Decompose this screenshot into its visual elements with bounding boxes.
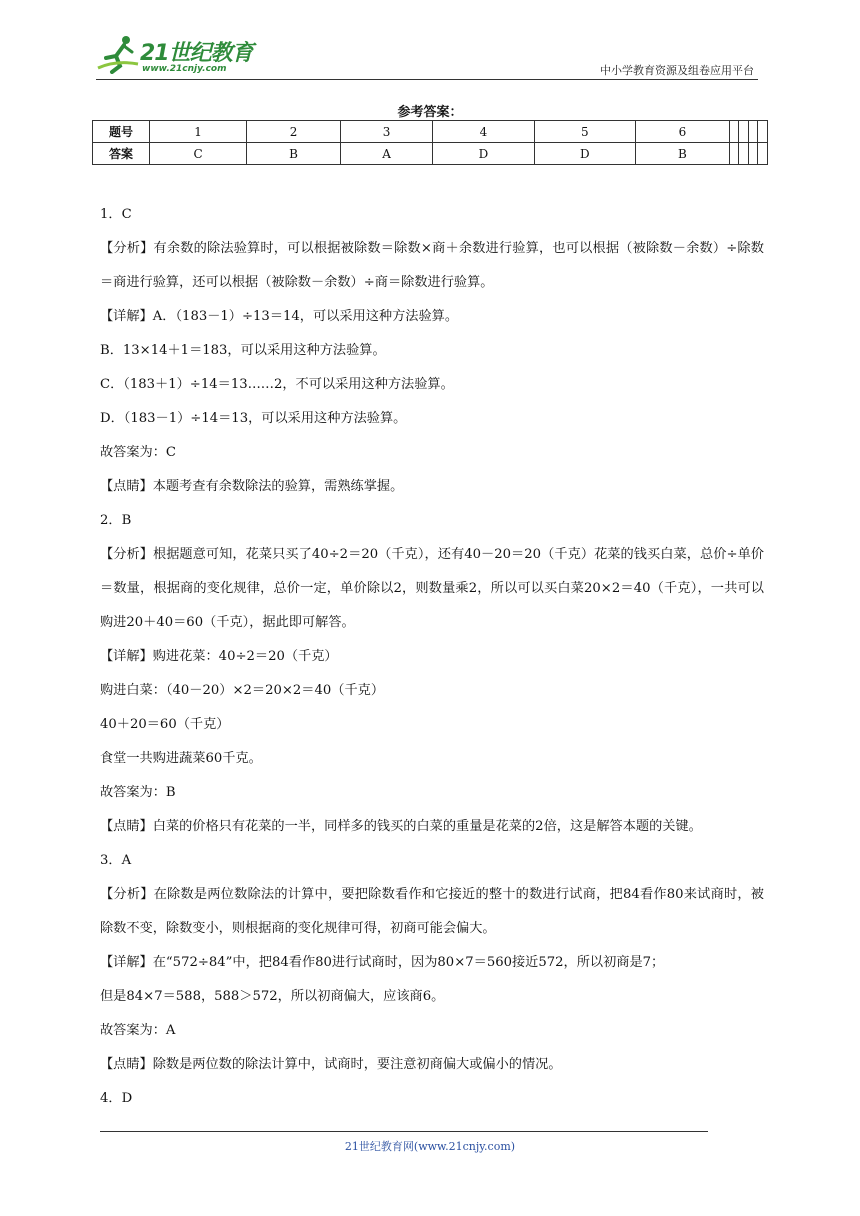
detail-line: 【详解】A．（183－1）÷13＝14，可以采用这种方法验算。 bbox=[100, 309, 459, 324]
table-cell bbox=[758, 143, 768, 165]
table-cell: 2 bbox=[247, 121, 341, 143]
analysis-paragraph: 【分析】有余数的除法验算时，可以根据被除数＝除数×商＋余数进行验算，也可以根据（被除数－余数）÷除数＝商进行验算，还可以根据（被除数－余数）÷商＝除数进行验算。 bbox=[100, 241, 764, 290]
question-number: 1．C bbox=[100, 207, 132, 222]
analysis-paragraph: 【分析】在除数是两位数除法的计算中，要把除数看作和它接近的整十的数进行试商，把84看作80来试商时，被除数不变，除数变小，则根据商的变化规律可得，初商可能会偏大。 bbox=[100, 887, 764, 936]
answer-line: 故答案为：B bbox=[100, 785, 176, 800]
table-cell bbox=[729, 121, 739, 143]
table-cell bbox=[739, 121, 749, 143]
table-row bbox=[93, 121, 768, 143]
detail-line: 购进白菜：（40－20）×2＝20×2＝40（千克） bbox=[100, 683, 385, 698]
site-logo[interactable] bbox=[96, 34, 266, 78]
table-cell: 4 bbox=[433, 121, 534, 143]
answer-line: 故答案为：A bbox=[100, 1023, 176, 1038]
comment-paragraph: 【点睛】本题考查有余数除法的验算，需熟练掌握。 bbox=[100, 479, 404, 494]
detail-line: 40＋20＝60（千克） bbox=[100, 717, 230, 732]
table-cell: A bbox=[340, 143, 432, 165]
table-cell: D bbox=[433, 143, 534, 165]
logo-text: 21世纪教育 bbox=[140, 41, 253, 66]
table-cell bbox=[739, 143, 749, 165]
table-cell bbox=[758, 121, 768, 143]
table-cell bbox=[748, 143, 758, 165]
table-cell: 6 bbox=[636, 121, 730, 143]
header-divider bbox=[96, 79, 758, 80]
table-row bbox=[93, 143, 768, 165]
logo-url: www.21cnjy.com bbox=[142, 64, 227, 74]
question-number: 4．D bbox=[100, 1091, 133, 1106]
running-man-icon bbox=[96, 34, 140, 74]
table-cell: B bbox=[636, 143, 730, 165]
table-cell: D bbox=[534, 143, 635, 165]
solution-content bbox=[100, 198, 764, 1116]
footer-link[interactable]: 21世纪教育网(www.21cnjy.com) bbox=[344, 1140, 516, 1153]
detail-line: 【详解】购进花菜：40÷2＝20（千克） bbox=[100, 649, 338, 664]
question-number: 2．B bbox=[100, 513, 132, 528]
detail-line: 但是84×7＝588，588＞572，所以初商偏大，应该商6。 bbox=[100, 989, 445, 1004]
question-number: 3．A bbox=[100, 853, 132, 868]
table-cell: 1 bbox=[150, 121, 247, 143]
comment-paragraph: 【点睛】白菜的价格只有花菜的一半，同样多的钱买的白菜的重量是花菜的2倍，这是解答本题的关键。 bbox=[100, 819, 702, 834]
table-cell: 5 bbox=[534, 121, 635, 143]
row-header-answers: 答案 bbox=[93, 143, 150, 165]
table-cell: C bbox=[150, 143, 247, 165]
detail-line: 食堂一共购进蔬菜60千克。 bbox=[100, 751, 262, 766]
row-header-numbers: 题号 bbox=[93, 121, 150, 143]
table-cell bbox=[729, 143, 739, 165]
footer-divider bbox=[100, 1131, 708, 1132]
answer-table-title: 参考答案： bbox=[397, 105, 463, 120]
table-cell bbox=[748, 121, 758, 143]
answer-table bbox=[92, 120, 768, 165]
detail-line: B．13×14＋1＝183，可以采用这种方法验算。 bbox=[100, 343, 386, 358]
platform-name: 中小学教育资源及组卷应用平台 bbox=[600, 64, 754, 77]
answer-line: 故答案为：C bbox=[100, 445, 177, 460]
analysis-paragraph: 【分析】根据题意可知，花菜只买了40÷2＝20（千克），还有40－20＝20（千克）花菜的钱买白菜，总价÷单价＝数量，根据商的变化规律，总价一定，单价除以2，则数量乘2，所以可以买白菜20×2＝40（千克），一共可以购进20＋40＝60（千克），据此即可解答。 bbox=[100, 547, 764, 630]
detail-line: C．（183＋1）÷14＝13……2，不可以采用这种方法验算。 bbox=[100, 377, 454, 392]
detail-line: 【详解】在“572÷84”中，把84看作80进行试商时，因为80×7＝560接近572，所以初商是7； bbox=[100, 955, 665, 970]
page-header bbox=[96, 28, 758, 80]
comment-paragraph: 【点睛】除数是两位数的除法计算中，试商时，要注意初商偏大或偏小的情况。 bbox=[100, 1057, 562, 1072]
detail-line: D．（183－1）÷14＝13，可以采用这种方法验算。 bbox=[100, 411, 407, 426]
table-cell: 3 bbox=[340, 121, 432, 143]
table-cell: B bbox=[247, 143, 341, 165]
